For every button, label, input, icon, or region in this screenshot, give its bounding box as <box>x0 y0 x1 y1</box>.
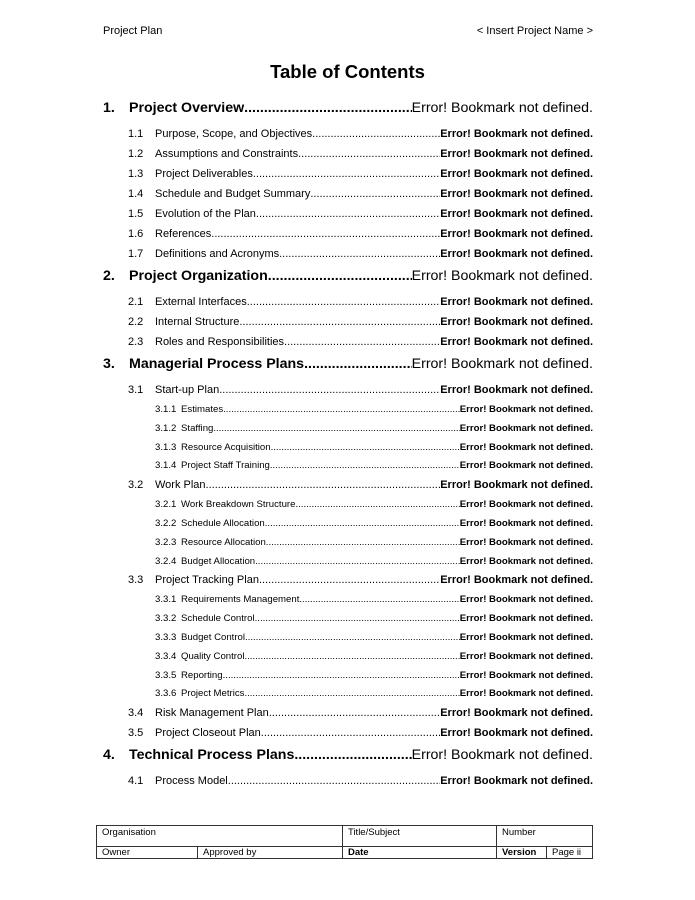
toc-entry-page-ref: Error! Bookmark not defined. <box>440 479 593 492</box>
toc-entry-page-ref: Error! Bookmark not defined. <box>440 148 593 160</box>
toc-entry-page-ref: Error! Bookmark not defined. <box>459 404 593 415</box>
toc-dot-leader <box>299 594 459 605</box>
toc-dot-leader <box>279 248 440 260</box>
toc-entry[interactable] <box>103 775 593 795</box>
toc-dot-leader <box>223 670 460 681</box>
toc-dot-leader <box>270 460 460 471</box>
toc-entry[interactable] <box>103 727 593 747</box>
toc-entry-label: Risk Management Plan <box>155 707 269 720</box>
header-project-name: < Insert Project Name > <box>476 25 593 37</box>
toc-entry-page-ref: Error! Bookmark not defined. <box>459 499 593 511</box>
toc-entry-number: 3.1.3 <box>155 441 177 453</box>
toc-dot-leader <box>298 148 440 160</box>
toc-entry[interactable] <box>103 632 593 651</box>
toc-entry-label: Resource Allocation <box>181 536 266 548</box>
toc-entry[interactable] <box>103 404 593 423</box>
footer-title-subject: Title/Subject <box>343 826 497 847</box>
toc-entry[interactable] <box>103 188 593 208</box>
toc-dot-leader <box>228 775 440 787</box>
toc-entry[interactable] <box>103 651 593 670</box>
toc-entry-label: Requirements Management <box>181 594 300 606</box>
toc-entry-label: Schedule Allocation <box>181 517 265 529</box>
toc-entry[interactable] <box>103 423 593 442</box>
toc-entry-page-ref: Error! Bookmark not defined. <box>411 100 593 116</box>
toc-entry[interactable] <box>103 384 593 404</box>
toc-entry-number: 2.3 <box>128 336 144 348</box>
toc-entry-label: Managerial Process Plans <box>129 356 305 372</box>
toc-entry-page-ref: Error! Bookmark not defined. <box>459 613 593 625</box>
toc-entry[interactable] <box>103 574 593 594</box>
toc-entry-label: Schedule and Budget Summary <box>155 188 311 200</box>
toc-entry-label: Internal Structure <box>155 316 240 328</box>
toc-entry-page-ref: Error! Bookmark not defined. <box>440 188 593 200</box>
toc-entry[interactable] <box>103 268 593 289</box>
toc-entry[interactable] <box>103 128 593 148</box>
toc-entry[interactable] <box>103 296 593 316</box>
toc-entry-number: 1.7 <box>128 248 144 260</box>
toc-entry-label: External Interfaces <box>155 296 247 308</box>
toc-entry-number: 3.3.2 <box>155 613 177 625</box>
toc-entry[interactable] <box>103 168 593 188</box>
toc-dot-leader <box>206 479 441 491</box>
toc-entry-page-ref: Error! Bookmark not defined. <box>459 594 593 606</box>
toc-dot-leader <box>295 499 459 510</box>
toc-entry-page-ref: Error! Bookmark not defined. <box>440 228 593 240</box>
toc-entry-label: References <box>155 228 212 240</box>
toc-dot-leader <box>304 356 412 372</box>
toc-entry-label: Work Plan <box>155 479 206 492</box>
toc-entry-page-ref: Error! Bookmark not defined. <box>440 707 593 720</box>
toc-entry-number: 3.1.1 <box>155 404 177 415</box>
toc-entry-page-ref: Error! Bookmark not defined. <box>440 296 593 308</box>
toc-entry-page-ref: Error! Bookmark not defined. <box>440 168 593 180</box>
toc-entry[interactable] <box>103 707 593 727</box>
toc-dot-leader <box>253 168 440 180</box>
toc-entry-label: Quality Control <box>181 650 245 662</box>
toc-entry-number: 3.3.4 <box>155 650 177 662</box>
toc-entry-label: Project Deliverables <box>155 168 253 180</box>
header-document-type: Project Plan <box>103 25 163 37</box>
toc-entry-label: Project Closeout Plan <box>155 727 261 740</box>
toc-entry-number: 2.2 <box>128 316 144 328</box>
toc-dot-leader <box>211 228 440 240</box>
toc-entry-page-ref: Error! Bookmark not defined. <box>459 555 593 567</box>
toc-entry-number: 3.3.5 <box>155 669 177 681</box>
toc-entry-page-ref: Error! Bookmark not defined. <box>440 248 593 260</box>
toc-dot-leader <box>266 537 460 548</box>
toc-entry-page-ref: Error! Bookmark not defined. <box>440 316 593 328</box>
toc-entry-page-ref: Error! Bookmark not defined. <box>440 336 593 348</box>
toc-entry-number: 3.3 <box>128 574 144 587</box>
toc-entry-page-ref: Error! Bookmark not defined. <box>440 775 593 788</box>
toc-entry-number: 1.3 <box>128 168 144 180</box>
toc-entry-label: Roles and Responsibilities <box>155 336 285 348</box>
toc-entry-number: 3.2.3 <box>155 536 177 548</box>
toc-dot-leader <box>261 727 440 739</box>
toc-entry-label: Project Organization <box>129 268 268 284</box>
toc-entry[interactable] <box>103 228 593 248</box>
toc-entry-page-ref: Error! Bookmark not defined. <box>440 128 593 140</box>
toc-entry[interactable] <box>103 100 593 121</box>
toc-entry-label: Project Metrics <box>181 688 245 700</box>
toc-entry-page-ref: Error! Bookmark not defined. <box>459 631 593 643</box>
toc-entry-page-ref: Error! Bookmark not defined. <box>459 441 593 453</box>
toc-entry-number: 3.3.6 <box>155 688 177 700</box>
table-of-contents <box>103 100 593 795</box>
toc-entry-label: Technical Process Plans <box>129 747 295 764</box>
toc-entry-page-ref: Error! Bookmark not defined. <box>440 384 593 396</box>
toc-entry-number: 3.4 <box>128 707 144 720</box>
toc-entry[interactable] <box>103 747 593 768</box>
footer-page-number: Page ii <box>547 847 593 859</box>
toc-entry-number: 3. <box>103 356 115 372</box>
toc-entry-label: Definitions and Acronyms <box>155 248 280 260</box>
toc-entry[interactable] <box>103 336 593 356</box>
toc-entry-label: Reporting <box>181 669 223 681</box>
toc-dot-leader <box>269 707 440 719</box>
footer-info-table <box>96 825 593 859</box>
toc-entry[interactable] <box>103 613 593 632</box>
toc-entry-page-ref: Error! Bookmark not defined. <box>459 422 593 434</box>
toc-entry-page-ref: Error! Bookmark not defined. <box>411 356 593 372</box>
toc-entry-page-ref: Error! Bookmark not defined. <box>440 574 593 587</box>
toc-dot-leader <box>256 208 440 220</box>
toc-dot-leader <box>245 632 460 643</box>
toc-entry-page-ref: Error! Bookmark not defined. <box>440 208 593 220</box>
toc-entry-number: 3.1 <box>128 384 144 396</box>
toc-entry[interactable] <box>103 148 593 168</box>
toc-dot-leader <box>219 384 440 396</box>
toc-entry-number: 4.1 <box>128 775 144 788</box>
toc-entry-number: 1.2 <box>128 148 144 160</box>
toc-entry-number: 3.2.2 <box>155 517 177 529</box>
toc-entry-number: 1.1 <box>128 128 144 140</box>
toc-dot-leader <box>259 574 440 586</box>
toc-dot-leader <box>223 404 460 415</box>
toc-entry-label: Schedule Control <box>181 613 255 625</box>
toc-entry[interactable] <box>103 518 593 537</box>
toc-entry[interactable] <box>103 670 593 689</box>
toc-entry-page-ref: Error! Bookmark not defined. <box>459 517 593 529</box>
toc-entry-label: Process Model <box>155 775 228 788</box>
toc-entry-page-ref: Error! Bookmark not defined. <box>411 268 593 284</box>
toc-entry-number: 3.1.4 <box>155 460 177 472</box>
toc-entry-number: 3.2.4 <box>155 555 177 567</box>
toc-entry-number: 3.3.1 <box>155 594 177 606</box>
toc-dot-leader <box>271 442 460 453</box>
toc-entry-number: 3.5 <box>128 727 144 740</box>
toc-entry[interactable] <box>103 208 593 228</box>
toc-entry-label: Staffing <box>181 422 214 434</box>
toc-dot-leader <box>284 336 440 348</box>
footer-date: Date <box>343 847 497 859</box>
toc-entry-number: 3.3.3 <box>155 631 177 643</box>
footer-version: Version <box>497 847 547 859</box>
page-title: Table of Contents <box>270 61 425 82</box>
toc-entry[interactable] <box>103 356 593 377</box>
toc-dot-leader <box>255 613 460 624</box>
toc-entry-number: 2. <box>103 268 115 284</box>
toc-dot-leader <box>268 268 412 284</box>
toc-dot-leader <box>294 747 411 763</box>
footer-number: Number <box>497 826 593 847</box>
toc-entry-page-ref: Error! Bookmark not defined. <box>459 688 593 700</box>
toc-dot-leader <box>244 651 459 662</box>
toc-entry[interactable] <box>103 499 593 518</box>
toc-entry[interactable] <box>103 537 593 556</box>
toc-dot-leader <box>239 316 440 328</box>
toc-entry[interactable] <box>103 688 593 707</box>
toc-entry-label: Project Staff Training <box>181 460 270 472</box>
toc-entry-number: 3.1.2 <box>155 422 177 434</box>
toc-entry-page-ref: Error! Bookmark not defined. <box>440 727 593 740</box>
toc-entry[interactable] <box>103 460 593 479</box>
toc-entry-number: 3.2 <box>128 479 144 492</box>
toc-entry-number: 1.5 <box>128 208 144 220</box>
toc-entry[interactable] <box>103 594 593 613</box>
toc-dot-leader <box>265 518 460 529</box>
toc-entry-page-ref: Error! Bookmark not defined. <box>459 536 593 548</box>
toc-entry-label: Budget Control <box>181 631 245 643</box>
toc-entry-label: Work Breakdown Structure <box>181 499 296 511</box>
toc-entry-label: Project Overview <box>129 100 245 116</box>
toc-entry-label: Evolution of the Plan <box>155 208 256 220</box>
toc-entry[interactable] <box>103 442 593 461</box>
toc-entry-number: 1. <box>103 100 115 116</box>
toc-entry-label: Project Tracking Plan <box>155 574 259 587</box>
toc-dot-leader <box>247 296 440 308</box>
footer-approved-by: Approved by <box>198 847 343 859</box>
toc-entry-number: 1.4 <box>128 188 144 200</box>
toc-entry-page-ref: Error! Bookmark not defined. <box>411 747 593 764</box>
toc-dot-leader <box>255 556 460 567</box>
toc-dot-leader <box>312 128 440 140</box>
toc-entry-number: 4. <box>103 747 115 764</box>
toc-entry-label: Estimates <box>181 404 224 415</box>
toc-entry-page-ref: Error! Bookmark not defined. <box>459 669 593 681</box>
toc-entry[interactable] <box>103 248 593 268</box>
toc-entry[interactable] <box>103 556 593 575</box>
toc-dot-leader <box>244 100 411 116</box>
toc-entry-number: 2.1 <box>128 296 144 308</box>
toc-entry[interactable] <box>103 316 593 336</box>
toc-entry-label: Resource Acquisition <box>181 441 271 453</box>
toc-dot-leader <box>213 423 459 434</box>
toc-entry-label: Purpose, Scope, and Objectives <box>155 128 313 140</box>
toc-entry[interactable] <box>103 479 593 499</box>
toc-entry-number: 1.6 <box>128 228 144 240</box>
toc-entry-label: Start-up Plan <box>155 384 220 396</box>
toc-entry-page-ref: Error! Bookmark not defined. <box>459 460 593 472</box>
toc-entry-number: 3.2.1 <box>155 499 177 511</box>
toc-entry-label: Assumptions and Constraints <box>155 148 299 160</box>
toc-dot-leader <box>244 688 459 699</box>
footer-organisation: Organisation <box>97 826 343 847</box>
toc-entry-page-ref: Error! Bookmark not defined. <box>459 650 593 662</box>
toc-entry-label: Budget Allocation <box>181 555 256 567</box>
toc-dot-leader <box>310 188 440 200</box>
footer-owner: Owner <box>97 847 198 859</box>
